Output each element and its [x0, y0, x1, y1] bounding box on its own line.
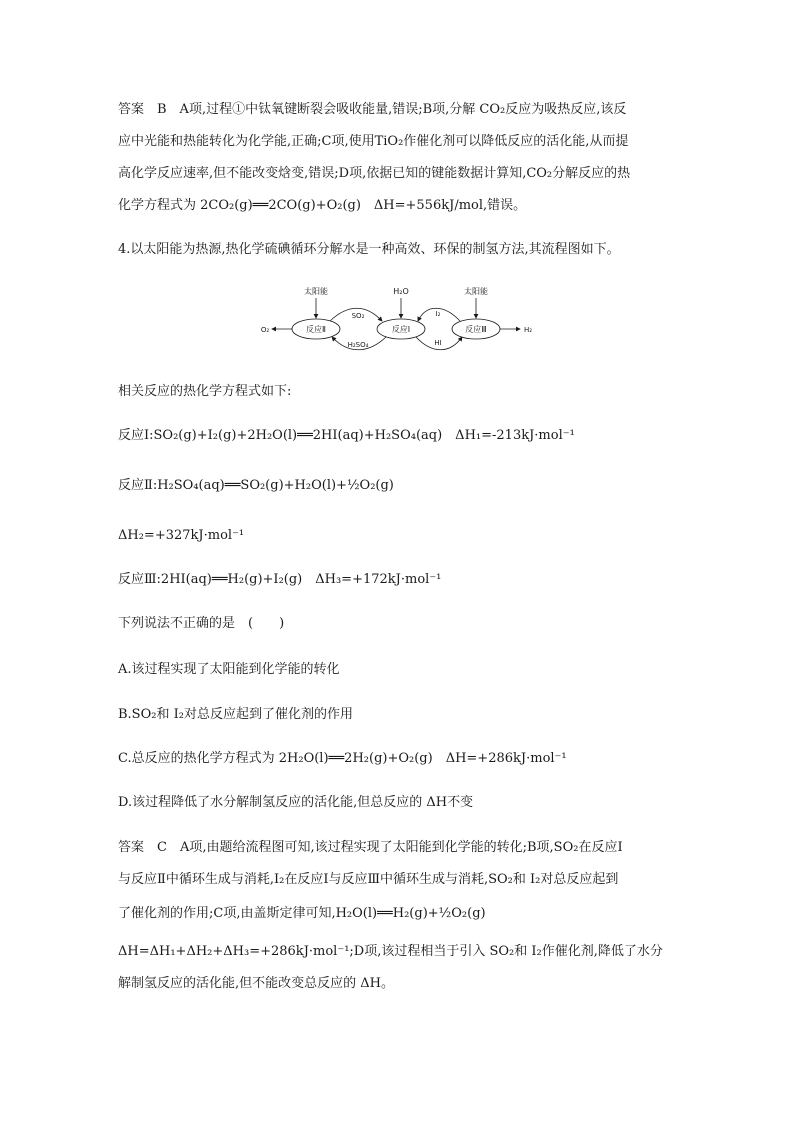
answer2-line3: 了催化剂的作用;C项,由盖斯定律可知,H₂O(l)══H₂(g)+½O₂(g): [118, 906, 486, 921]
option-b: B.SO₂和 I₂对总反应起到了催化剂的作用: [118, 707, 353, 722]
answer2-line2: 与反应Ⅱ中循环生成与消耗,I₂在反应Ⅰ与反应Ⅲ中循环生成与消耗,SO₂和 I₂对总反应起到: [118, 872, 619, 887]
so2-label: SO₂: [351, 312, 365, 320]
answer1-line3: 高化学反应速率,但不能改变焓变,错误;D项,依据已知的键能数据计算知,CO₂分解反应的热: [118, 166, 631, 181]
flow-diagram: [258, 278, 538, 356]
answer1-line2: 应中光能和热能转化为化学能,正确;C项,使用TiO₂作催化剂可以降低反应的活化能,从而提: [118, 134, 629, 149]
h2so4-label: H₂SO₄: [347, 341, 369, 349]
option-a: A.该过程实现了太阳能到化学能的转化: [118, 662, 340, 677]
reaction2-label: 反应Ⅱ: [306, 325, 326, 334]
sun-left-label: 太阳能: [304, 287, 328, 296]
answer2-line4: ΔH=ΔH₁+ΔH₂+ΔH₃=+286kJ·mol⁻¹;D项,该过程相当于引入 SO₂和 I₂作催化剂,降低了水分: [118, 944, 663, 959]
h2-label: H₂: [523, 326, 533, 334]
option-c: C.总反应的热化学方程式为 2H₂O(l)══2H₂(g)+O₂(g) ΔH=+286kJ·mol⁻¹: [118, 751, 567, 766]
reaction2-equation: 反应Ⅱ:H₂SO₄(aq)══SO₂(g)+H₂O(l)+½O₂(g): [118, 478, 394, 493]
option-d: D.该过程降低了水分解制氢反应的活化能,但总反应的 ΔH不变: [118, 795, 474, 810]
hi-label: HI: [434, 339, 442, 347]
reaction2-enthalpy: ΔH₂=+327kJ·mol⁻¹: [118, 528, 245, 543]
answer2-line5: 解制氢反应的活化能,但不能改变总反应的 ΔH。: [118, 976, 394, 991]
reaction3-label: 反应Ⅲ: [465, 325, 487, 334]
answer1-line1: 答案 B A项,过程①中钛氧键断裂会吸收能量,错误;B项,分解 CO₂反应为吸热反应,该反: [118, 102, 627, 117]
sun-right-label: 太阳能: [464, 287, 488, 296]
reaction1-equation: 反应Ⅰ:SO₂(g)+I₂(g)+2H₂O(l)══2HI(aq)+H₂SO₄(aq) ΔH₁=-213kJ·mol⁻¹: [118, 428, 575, 443]
answer2-line1: 答案 C A项,由题给流程图可知,该过程实现了太阳能到化学能的转化;B项,SO₂在反应Ⅰ: [118, 840, 623, 855]
question4-prompt: 下列说法不正确的是 ( ): [118, 616, 285, 631]
answer1-line4: 化学方程式为 2CO₂(g)══2CO(g)+O₂(g) ΔH=+556kJ/mol,错误。: [118, 198, 527, 213]
i2-label: I₂: [435, 310, 441, 318]
reactions-intro: 相关反应的热化学方程式如下:: [118, 384, 292, 399]
reaction1-label: 反应Ⅰ: [391, 325, 411, 334]
water-label: H₂O: [393, 287, 409, 296]
reaction3-equation: 反应Ⅲ:2HI(aq)══H₂(g)+I₂(g) ΔH₃=+172kJ·mol⁻¹: [118, 572, 442, 587]
o2-label: O₂: [260, 326, 270, 334]
question4-stem: 4.以太阳能为热源,热化学硫碘循环分解水是一种高效、环保的制氢方法,其流程图如下。: [118, 242, 620, 257]
